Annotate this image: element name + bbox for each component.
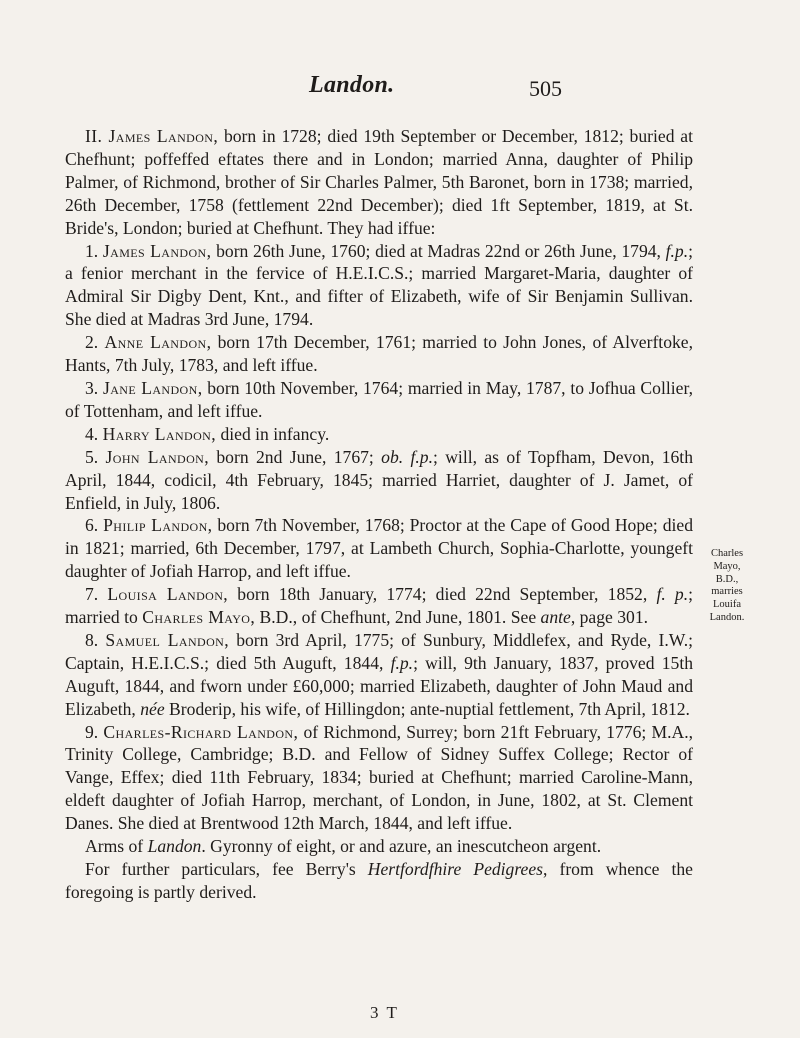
item-text: , page 301. <box>570 607 649 628</box>
item-italic: ob. f.p. <box>381 446 433 467</box>
item-text: ; will, 9th January, 1837, proved 15th Auguft, 1844, and fworn under £60,000; married Elizabeth, daughter of John Maud and Elizabeth, <box>65 652 693 719</box>
item-text: born 3rd April, 1775; of Sunbury, Middlefex, and Ryde, I.W.; Captain, H.E.I.C.S.; died 5th Auguft, 1844, <box>65 629 693 673</box>
page-number: 505 <box>529 76 562 101</box>
further-italic: Hertfordfhire Pedigrees <box>367 859 544 879</box>
person-name: John Landon, <box>105 446 210 467</box>
list-item <box>65 721 693 836</box>
item-number: 3. <box>85 377 103 398</box>
arms-text: . Gyronny of eight, or and azure, an inescutcheon argent. <box>201 836 602 857</box>
item-text: born 7th November, 1768; Proctor at the Cape of Good Hope; died in 1821; married, 6th December, 1797, at Lambeth Church, Sophia-Charlotte, youngeft daughter of Jofiah Harrop, and left iffue. <box>65 515 693 582</box>
arms-italic: Landon <box>147 836 202 857</box>
item-text: ; married to <box>65 584 694 628</box>
list-item <box>65 331 693 377</box>
list-item <box>65 514 693 583</box>
item-text: ; will, as of Topfham, Devon, 16th April, 1844, codicil, 4th February, 1845; married Harriet, daughter of J. Jamet, of Enfield, in July, 1806. <box>65 446 693 513</box>
item-italic: f.p. <box>665 240 689 261</box>
person-name: Harry Landon, <box>102 423 217 444</box>
arms-paragraph <box>65 835 693 858</box>
person-name: Charles Mayo, <box>142 607 256 628</box>
item-number: 6. <box>85 515 104 536</box>
item-text: born 17th December, 1761; married to John Jones, of Alverftoke, Hants, 7th July, 1783, and left iffue. <box>65 332 693 376</box>
list-item <box>65 446 693 515</box>
list-item <box>65 240 693 332</box>
person-name: Jane Landon, <box>102 377 203 398</box>
list-item <box>65 629 693 721</box>
item-text: ; a fenior merchant in the fervice of H.E.I.C.S.; married Margaret-Maria, daughter of Admiral Sir Digby Dent, Knt., and fifter of Elizabeth, wife of Sir Benjamin Sullivan. She died at Madras 3rd June, 1794. <box>65 240 693 330</box>
marginal-note-line: Mayo, <box>713 560 741 572</box>
item-number: 5. <box>85 446 106 467</box>
list-item <box>65 583 693 629</box>
marginal-note-line: marries <box>711 586 743 598</box>
further-text: For further particulars, fee Berry's <box>85 859 368 879</box>
marginal-note <box>697 548 757 625</box>
item-italic: ante <box>540 607 571 628</box>
marginal-note-line: B.D., <box>715 573 739 585</box>
item-text: born 2nd June, 1767; <box>209 446 382 467</box>
item-italic: f. p. <box>656 584 689 605</box>
person-name: Samuel Landon, <box>105 629 230 650</box>
item-number: 9. <box>85 721 104 742</box>
item-text: born 26th June, 1760; died at Madras 22nd or 26th June, 1794, <box>211 240 666 261</box>
item-text: born 18th January, 1774; died 22nd September, 1852, <box>228 584 657 605</box>
intro-text: born in 1728; died 19th September or December, 1812; buried at Chefhunt; poffeffed eftates there and in London; married Anna, daughter of Philip Palmer, of Richmond, brother of Sir Charles Palmer, 5th Baronet, born in 1738; married, 26th December, 1758 (fettlement 22nd December); died 1ft September, 1819, at St. Bride's, London; buried at Chefhunt. They had iffue: <box>65 126 693 238</box>
person-name: II. James Landon, <box>85 126 219 146</box>
marginal-note-line: Louifa <box>713 599 741 611</box>
item-number: 8. <box>85 629 106 650</box>
item-number: 1. <box>85 240 103 261</box>
item-text: died in infancy. <box>216 423 330 444</box>
item-text: B.D., of Chefhunt, 2nd June, 1801. See <box>255 607 541 628</box>
person-name: Philip Landon, <box>103 515 213 536</box>
signature-mark: 3 T <box>370 1003 399 1022</box>
children-list <box>65 240 693 584</box>
person-name: Anne Landon, <box>104 332 212 353</box>
person-name: Charles-Richard Landon, <box>103 721 299 742</box>
item-italic: f.p. <box>390 652 414 673</box>
item-text: Broderip, his wife, of Hillingdon; ante-nuptial fettlement, 7th April, 1812. <box>164 698 690 719</box>
intro-paragraph <box>65 125 693 240</box>
further-paragraph <box>65 858 693 904</box>
marginal-note-line: Charles <box>710 548 744 559</box>
person-name: Louisa Landon, <box>107 584 229 605</box>
item-number: 7. <box>85 584 108 605</box>
item-number: 4. <box>85 423 103 444</box>
arms-text: Arms of <box>85 836 148 857</box>
list-item <box>65 377 693 423</box>
item-text: of Richmond, Surrey; born 21ft February, 1776; M.A., Trinity College, Cambridge; B.D. and Fellow of Sidney Suffex College; Rector of Vange, Effex; died 11th February, 1834; buried at Chefhunt; married Caroline-Mann, eldeft daughter of Jofiah Harrop, merchant, of London, in June, 1802, at St. Clement Danes. She died at Brentwood 12th March, 1844, and left iffue. <box>65 721 693 834</box>
person-name: James Landon, <box>102 240 212 261</box>
further-text: , from whence the foregoing is partly derived. <box>65 859 693 902</box>
item-text: born 10th November, 1764; married in May, 1787, to Jofhua Collier, of Tottenham, and left iffue. <box>65 377 693 421</box>
item-italic: née <box>140 698 165 719</box>
body-text <box>65 125 693 904</box>
list-item <box>65 423 693 446</box>
item-number: 2. <box>85 332 105 353</box>
marginal-note-line: Landon. <box>709 611 745 623</box>
running-head: Landon. <box>309 72 395 98</box>
